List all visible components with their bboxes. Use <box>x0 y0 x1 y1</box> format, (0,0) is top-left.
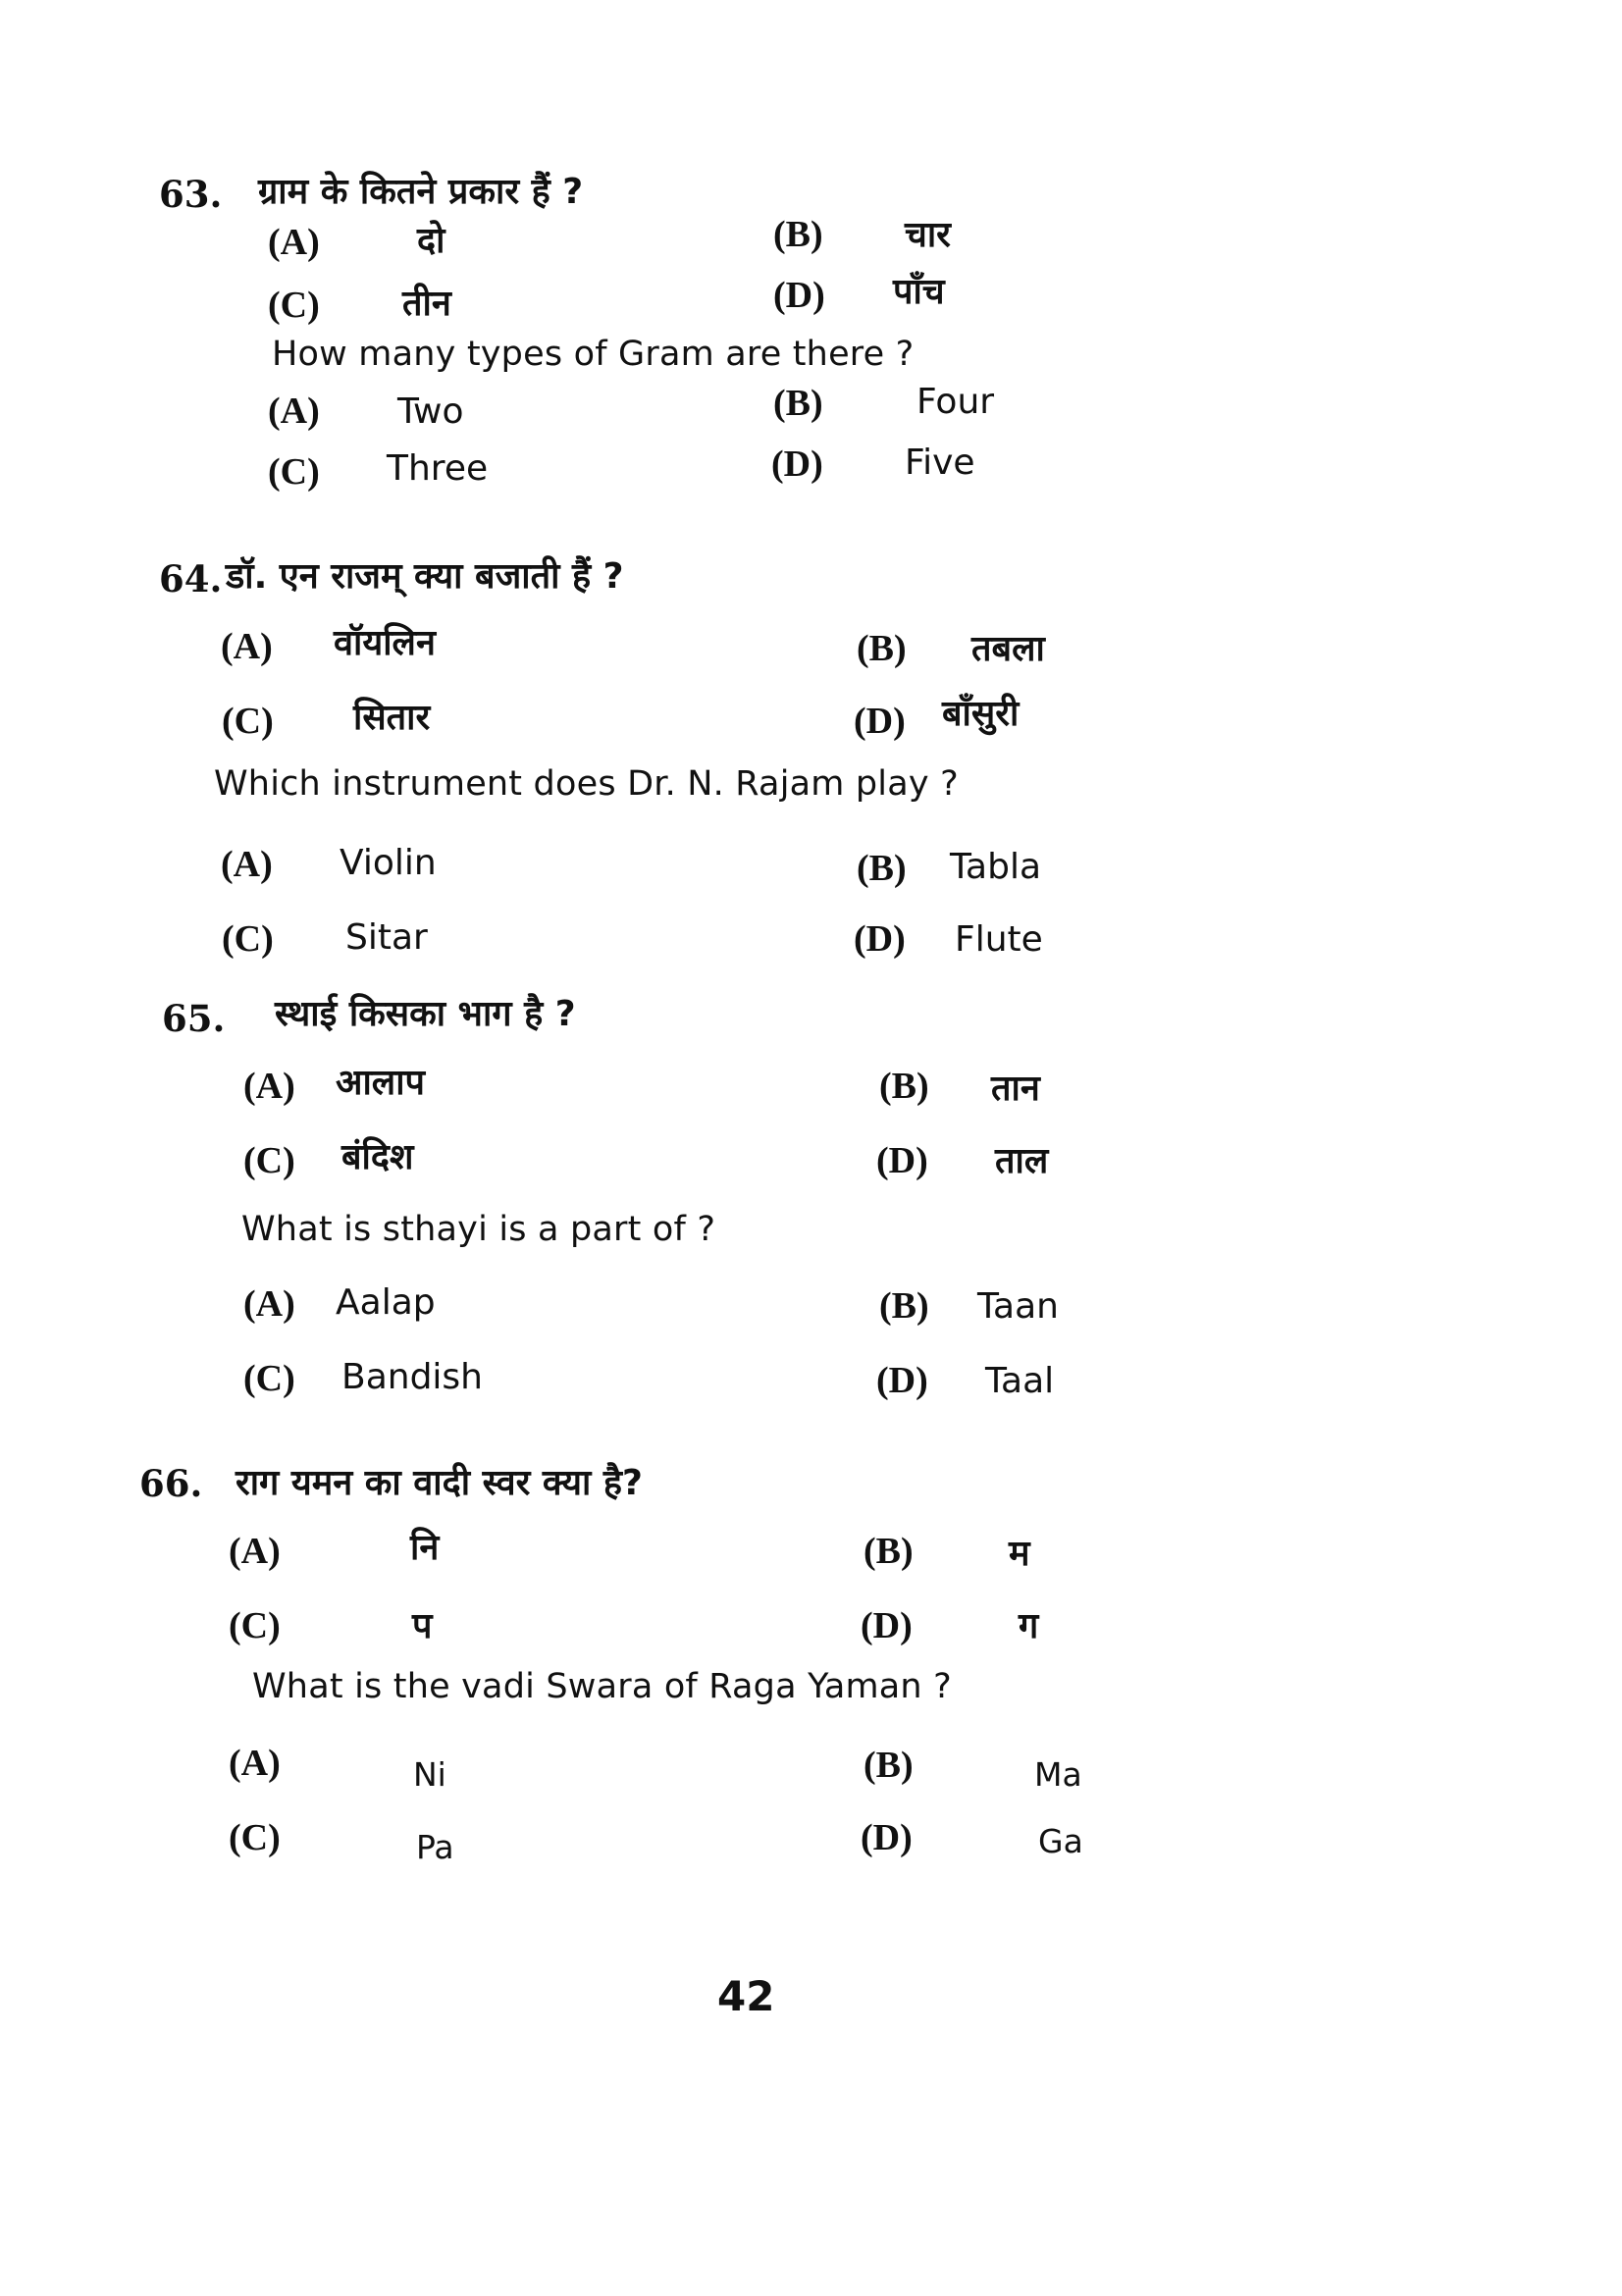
option-text-c-english: Three <box>387 448 489 489</box>
option-text-a-hindi: नि <box>410 1528 440 1568</box>
page-number: 42 <box>717 1972 775 2020</box>
option-label-b: (B) <box>773 383 823 424</box>
option-text-a-english: Aalap <box>336 1282 436 1323</box>
option-text-a-english: Violin <box>340 843 437 883</box>
option-text-b-hindi: तान <box>991 1069 1040 1109</box>
option-label-a: (A) <box>221 844 273 885</box>
option-label-b: (B) <box>879 1066 929 1107</box>
option-label-d: (D) <box>876 1360 928 1401</box>
question-text-hindi: राग यमन का वादी स्वर क्या है? <box>235 1463 643 1503</box>
option-label-a: (A) <box>229 1743 281 1784</box>
option-label-a: (A) <box>243 1066 295 1107</box>
option-label-b: (B) <box>863 1531 914 1572</box>
question-number: 65. <box>162 997 226 1040</box>
option-text-b-english: Tabla <box>950 847 1042 887</box>
option-text-c-hindi: प <box>412 1606 433 1646</box>
option-text-d-english: Five <box>905 443 975 483</box>
option-label-d: (D) <box>861 1605 913 1646</box>
option-text-d-hindi: ग <box>1019 1606 1039 1646</box>
option-label-c: (C) <box>229 1605 281 1646</box>
option-label-c: (C) <box>222 918 274 960</box>
option-text-b-english: Four <box>916 382 995 422</box>
option-text-c-english: Bandish <box>341 1357 483 1397</box>
option-text-d-hindi: बाँसुरी <box>942 694 1020 734</box>
option-text-d-english: Ga <box>1038 1822 1083 1860</box>
option-label-b: (B) <box>857 848 907 889</box>
option-text-d-hindi: पाँच <box>893 272 945 312</box>
question-text-english: Which instrument does Dr. N. Rajam play ? <box>214 764 959 804</box>
question-text-hindi: ग्राम के कितने प्रकार हैं ? <box>258 172 584 212</box>
option-label-a: (A) <box>229 1531 281 1572</box>
option-text-b-english: Taan <box>977 1286 1059 1327</box>
option-label-b: (B) <box>857 628 907 669</box>
option-text-a-hindi: दो <box>417 221 445 261</box>
option-label-c: (C) <box>229 1817 281 1858</box>
option-label-c: (C) <box>268 285 320 326</box>
option-text-d-english: Taal <box>985 1361 1055 1401</box>
option-text-b-english: Ma <box>1034 1755 1082 1794</box>
option-text-d-english: Flute <box>955 919 1043 960</box>
question-number: 64. <box>159 557 223 600</box>
option-label-a: (A) <box>268 391 320 432</box>
option-text-b-hindi: म <box>1009 1534 1030 1574</box>
option-text-b-hindi: तबला <box>971 629 1045 669</box>
question-text-hindi: स्थाई किसका भाग है ? <box>275 994 576 1034</box>
option-label-b: (B) <box>863 1745 914 1786</box>
option-label-c: (C) <box>243 1358 295 1399</box>
question-text-english: What is the vadi Swara of Raga Yaman ? <box>252 1667 952 1706</box>
option-label-d: (D) <box>861 1817 913 1858</box>
option-label-d: (D) <box>854 701 906 742</box>
option-text-c-english: Pa <box>416 1828 454 1866</box>
option-label-d: (D) <box>876 1140 928 1181</box>
option-label-c: (C) <box>243 1140 295 1181</box>
option-label-b: (B) <box>773 214 823 255</box>
question-text-hindi: डॉ. एन राजम् क्या बजाती हैं ? <box>226 556 624 597</box>
option-text-c-hindi: सितार <box>353 698 431 738</box>
option-text-b-hindi: चार <box>905 215 951 255</box>
question-text-english: What is sthayi is a part of ? <box>241 1210 716 1249</box>
option-label-d: (D) <box>773 275 825 316</box>
option-text-d-hindi: ताल <box>995 1141 1049 1181</box>
option-text-a-hindi: आलाप <box>336 1063 425 1103</box>
question-text-english: How many types of Gram are there ? <box>272 335 915 374</box>
option-label-a: (A) <box>268 222 320 263</box>
option-text-c-hindi: बंदिश <box>341 1137 414 1177</box>
option-text-c-english: Sitar <box>345 917 428 958</box>
option-label-c: (C) <box>268 451 320 493</box>
option-label-a: (A) <box>243 1283 295 1325</box>
option-text-a-english: Two <box>397 391 464 432</box>
option-label-c: (C) <box>222 701 274 742</box>
option-text-a-hindi: वॉयलिन <box>334 623 436 663</box>
option-label-a: (A) <box>221 626 273 667</box>
option-label-d: (D) <box>771 444 823 485</box>
question-number: 66. <box>139 1462 203 1505</box>
option-text-c-hindi: तीन <box>402 284 451 324</box>
option-label-b: (B) <box>879 1285 929 1327</box>
option-label-d: (D) <box>854 918 906 960</box>
option-text-a-english: Ni <box>413 1755 446 1794</box>
question-number: 63. <box>159 173 223 216</box>
